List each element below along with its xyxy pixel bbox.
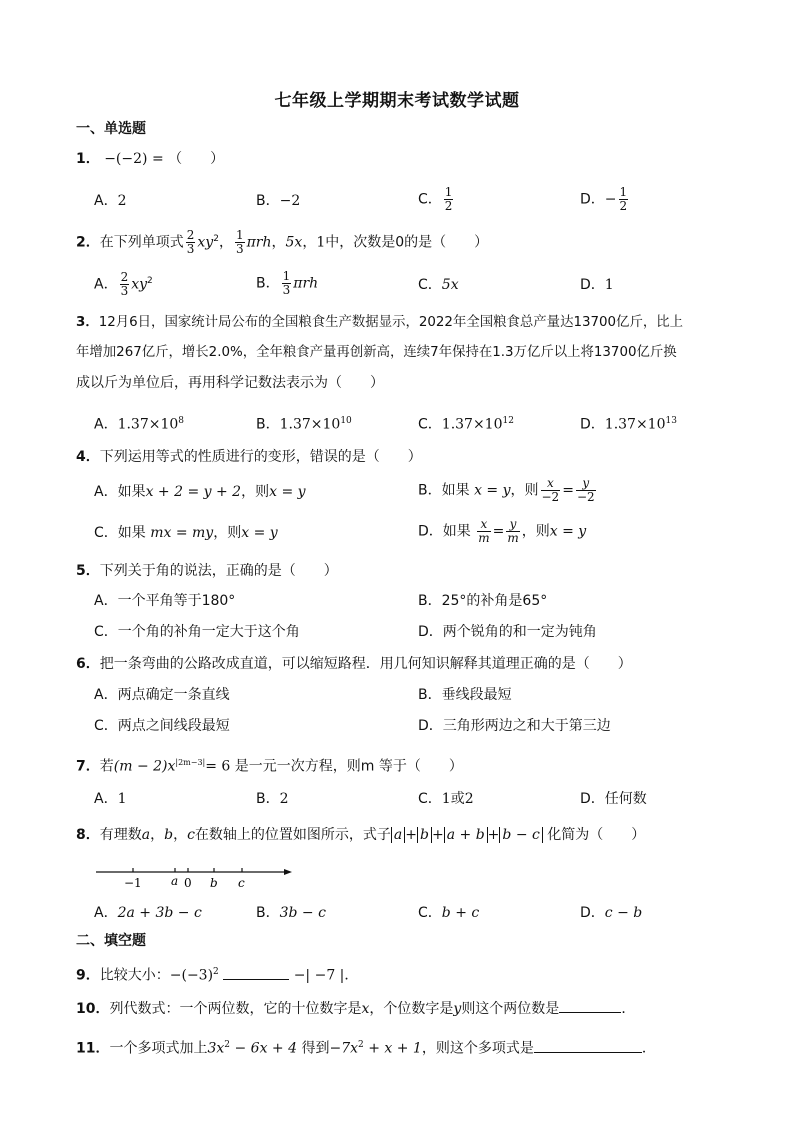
q1-option-d: D．− $\frac{1}{2}$ bbox=[580, 185, 628, 213]
q7-option-a: A．1 bbox=[94, 791, 127, 807]
q4-option-c: C．如果 mx = my，则x = y bbox=[94, 525, 278, 541]
q2-option-c: C．5x bbox=[418, 277, 459, 293]
q2-option-d: D．1 bbox=[580, 277, 614, 293]
axis-label-neg-1: −1 bbox=[124, 876, 142, 890]
question-3-stem-line-3: 成以斤为单位后，再用科学记数法表示为（ ） bbox=[76, 375, 384, 391]
axis-label-b: b bbox=[210, 876, 218, 890]
q1-option-c: C． $\frac{1}{2}$ bbox=[418, 185, 453, 213]
q1-option-b: B．−2 bbox=[256, 193, 301, 209]
question-8-stem: 8．有理数a，b，c在数轴上的位置如图所示，式子 a + b + a + b + b − c 化简为（ ） bbox=[76, 827, 646, 843]
question-9-stem: 9．比较大小：$-(-3)^2$ −| −7 |． bbox=[76, 967, 359, 984]
q7-option-c: C．1或2 bbox=[418, 791, 474, 807]
axis-label-a: a bbox=[171, 874, 179, 888]
section-heading-fill-in: 二、填空题 bbox=[76, 933, 146, 949]
q6-option-a: A．两点确定一条直线 bbox=[94, 687, 230, 703]
q4-option-a: A．如果x + 2 = y + 2，则x = y bbox=[94, 484, 306, 500]
q3-option-a: A．$1.37\times 10^8$ bbox=[94, 416, 185, 433]
section-heading-single-choice: 一、单选题 bbox=[76, 121, 146, 137]
question-3-stem-line-2: 年增加267亿斤，增长2.0%，全年粮食产量再创新高，连续7年保持在1.3万亿斤以上将13700亿斤换 bbox=[76, 345, 677, 360]
question-3-stem-line-1: 3．12月6日，国家统计局公布的全国粮食生产数据显示，2022年全国粮食总产量达13700亿斤，比上 bbox=[76, 315, 684, 330]
q1-expression: −(−2) = bbox=[104, 151, 164, 167]
answer-paren: （ ） bbox=[168, 151, 225, 167]
q2-option-b: B． $\frac{1}{3}$ πrh bbox=[256, 269, 319, 297]
q5-option-d: D．两个锐角的和一定为钝角 bbox=[418, 624, 597, 640]
q1-option-a: A．2 bbox=[94, 193, 127, 209]
question-5-stem: 5．下列关于角的说法，正确的是（ ） bbox=[76, 563, 338, 579]
page-title: 七年级上学期期末考试数学试题 bbox=[274, 91, 520, 111]
axis-label-0: 0 bbox=[184, 876, 192, 890]
q5-option-c: C．一个角的补角一定大于这个角 bbox=[94, 624, 300, 640]
question-10-stem: 10．列代数式：一个两位数，它的十位数字是x，个位数字是y则这个两位数是 ． bbox=[76, 1001, 636, 1017]
q2-option-a: A． $\frac{2}{3}$ $xy^2$ bbox=[94, 270, 153, 299]
number-line bbox=[94, 860, 294, 892]
question-6-stem: 6．把一条弯曲的公路改成直道，可以缩短路程．用几何知识解释其道理正确的是（ ） bbox=[76, 656, 632, 672]
answer-blank[interactable] bbox=[559, 1011, 621, 1013]
question-7-stem: 7．若$(m - 2)x^{|2m-3|}= 6$ 是一元一次方程，则m 等于（ ） bbox=[76, 758, 463, 775]
q3-option-b: B．$1.37\times 10^{10}$ bbox=[256, 416, 352, 433]
q8-option-a: A．2a + 3b − c bbox=[94, 905, 202, 921]
q8-option-b: B．3b − c bbox=[256, 905, 326, 921]
q8-option-d: D．c − b bbox=[580, 905, 643, 921]
q4-option-d: D．如果 $\frac{x}{m}$ = $\frac{y}{m}$ ，则x = y bbox=[418, 517, 587, 545]
question-number: 1． bbox=[76, 151, 100, 167]
question-1-stem bbox=[76, 148, 224, 170]
q6-option-d: D．三角形两边之和大于第三边 bbox=[418, 718, 611, 734]
q4-option-b: B．如果 x = y，则 $\frac{x}{-2}$ = $\frac{y}{-2}$ bbox=[418, 476, 595, 504]
q6-option-b: B．垂线段最短 bbox=[418, 687, 512, 703]
answer-blank[interactable] bbox=[223, 978, 289, 980]
question-4-stem: 4．下列运用等式的性质进行的变形，错误的是（ ） bbox=[76, 449, 422, 465]
q7-option-d: D．任何数 bbox=[580, 791, 647, 807]
q7-option-b: B．2 bbox=[256, 791, 289, 807]
question-11-stem: 11．一个多项式加上$3x^2 - 6x + 4$ 得到$-7x^2 + x + 1$，则这个多项式是 ． bbox=[76, 1040, 656, 1057]
q3-option-d: D．$1.37\times 10^{13}$ bbox=[580, 416, 677, 433]
q5-option-a: A．一个平角等于180° bbox=[94, 593, 236, 609]
axis-label-c: c bbox=[238, 876, 245, 890]
q3-option-c: C．$1.37\times 10^{12}$ bbox=[418, 416, 514, 433]
q8-option-c: C．b + c bbox=[418, 905, 480, 921]
answer-blank[interactable] bbox=[534, 1051, 642, 1053]
q6-option-c: C．两点之间线段最短 bbox=[94, 718, 230, 734]
question-2-stem: 2．在下列单项式 $\frac{2}{3}$ $xy^2$， $\frac{1}{3}$ πrh，5x，1中，次数是0的是（ ） bbox=[76, 228, 489, 257]
q5-option-b: B．25°的补角是65° bbox=[418, 593, 548, 609]
